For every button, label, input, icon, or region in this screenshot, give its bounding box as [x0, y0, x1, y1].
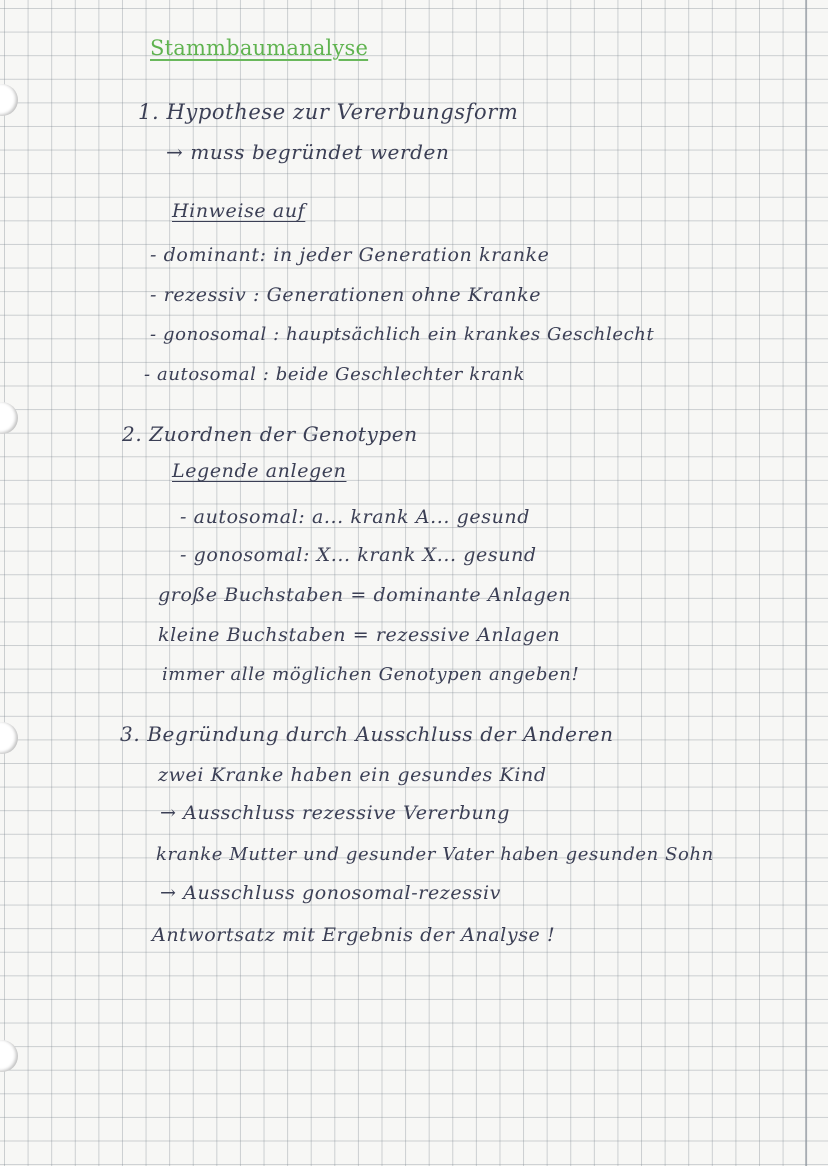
section2-heading: 2. Zuordnen der Genotypen	[122, 422, 418, 446]
punch-hole-2	[0, 402, 18, 434]
page-title: Stammbaumanalyse	[150, 36, 369, 60]
legend-heading: Legende anlegen	[172, 460, 347, 482]
legend-autosomal: - autosomal: a... krank A... gesund	[180, 506, 531, 528]
hint-autosomal: - autosomal : beide Geschlechter krank	[144, 364, 525, 385]
legend-gonosomal: - gonosomal: X... krank X... gesund	[180, 544, 537, 566]
reason-line-2: → Ausschluss rezessive Vererbung	[160, 802, 510, 824]
section3-heading: 3. Begründung durch Ausschluss der Anderen	[120, 722, 614, 746]
hint-rezessiv: - rezessiv : Generationen ohne Kranke	[150, 284, 542, 306]
reason-line-3: kranke Mutter und gesunder Vater haben gesunden Sohn	[156, 844, 714, 865]
lower-case-rule: kleine Buchstaben = rezessive Anlagen	[158, 624, 561, 646]
reason-line-5: Antwortsatz mit Ergebnis der Analyse !	[152, 924, 556, 946]
punch-hole-3	[0, 722, 18, 754]
punch-hole-4	[0, 1040, 18, 1072]
reason-line-1: zwei Kranke haben ein gesundes Kind	[158, 764, 547, 786]
section1-note: → muss begründet werden	[166, 140, 450, 164]
hints-heading: Hinweise auf	[172, 200, 306, 222]
punch-hole-1	[0, 84, 18, 116]
reason-line-4: → Ausschluss gonosomal-rezessiv	[160, 882, 501, 904]
section1-heading: 1. Hypothese zur Vererbungsform	[138, 100, 519, 124]
hint-gonosomal: - gonosomal : hauptsächlich ein krankes Geschlecht	[150, 324, 655, 345]
all-genotypes-rule: immer alle möglichen Genotypen angeben!	[162, 664, 580, 685]
hint-dominant: - dominant: in jeder Generation kranke	[150, 244, 550, 266]
upper-case-rule: große Buchstaben = dominante Anlagen	[158, 584, 572, 606]
